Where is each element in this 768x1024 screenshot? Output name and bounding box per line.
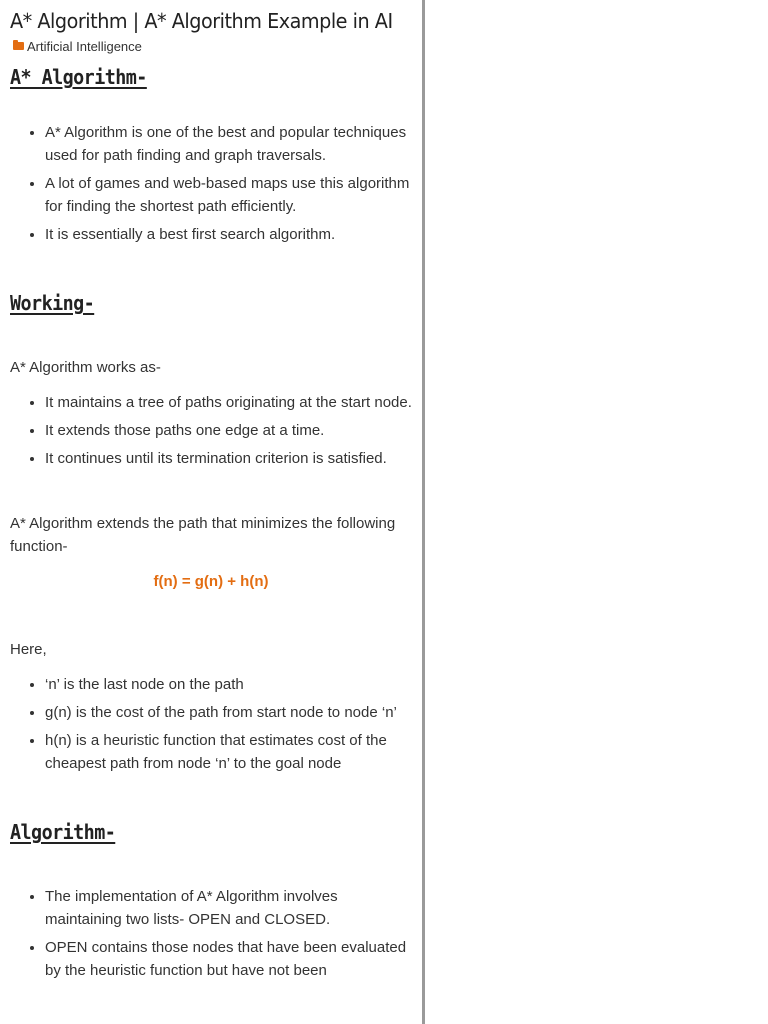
page-title: A* Algorithm | A* Algorithm Example in AI (10, 9, 393, 33)
intro-bullet-list (10, 121, 412, 246)
list-item: • OPEN contains those nodes that have been evaluated by the heuristic function but have not been (45, 936, 412, 982)
working-bullet-list (10, 391, 412, 470)
list-item: • It extends those paths one edge at a time. (45, 419, 412, 442)
list-item: • It maintains a tree of paths originating at the start node. (45, 391, 412, 414)
section-heading-algorithm: Algorithm- (10, 820, 116, 844)
list-item: • A* Algorithm is one of the best and popular techniques used for path finding and graph traversals. (45, 121, 412, 167)
category-meta (10, 37, 412, 55)
category-link[interactable]: Artificial Intelligence (27, 38, 142, 54)
extends-paragraph: A* Algorithm extends the path that minimizes the following function- (10, 515, 396, 555)
column-divider (422, 0, 425, 1024)
here-label: Here, (10, 641, 47, 658)
section-heading-a-star: A* Algorithm- (10, 65, 147, 89)
list-item: • It continues until its termination criterion is satisfied. (45, 447, 412, 470)
list-item: • The implementation of A* Algorithm involves maintaining two lists- OPEN and CLOSED. (45, 885, 412, 931)
definitions-list (10, 673, 412, 775)
working-lead: A* Algorithm works as- (10, 359, 161, 376)
list-item: • A lot of games and web-based maps use this algorithm for finding the shortest path efficiently. (45, 172, 412, 218)
list-item: • It is essentially a best first search algorithm. (45, 223, 412, 246)
formula: f(n) = g(n) + h(n) (153, 573, 269, 590)
list-item: • h(n) is a heuristic function that estimates cost of the cheapest path from node ‘n’ to the goal node (45, 729, 412, 775)
list-item: • ‘n’ is the last node on the path (45, 673, 412, 696)
list-item: • g(n) is the cost of the path from start node to node ‘n’ (45, 701, 412, 724)
section-heading-working: Working- (10, 291, 95, 315)
folder-icon (13, 42, 24, 50)
algorithm-bullet-list (10, 885, 412, 982)
